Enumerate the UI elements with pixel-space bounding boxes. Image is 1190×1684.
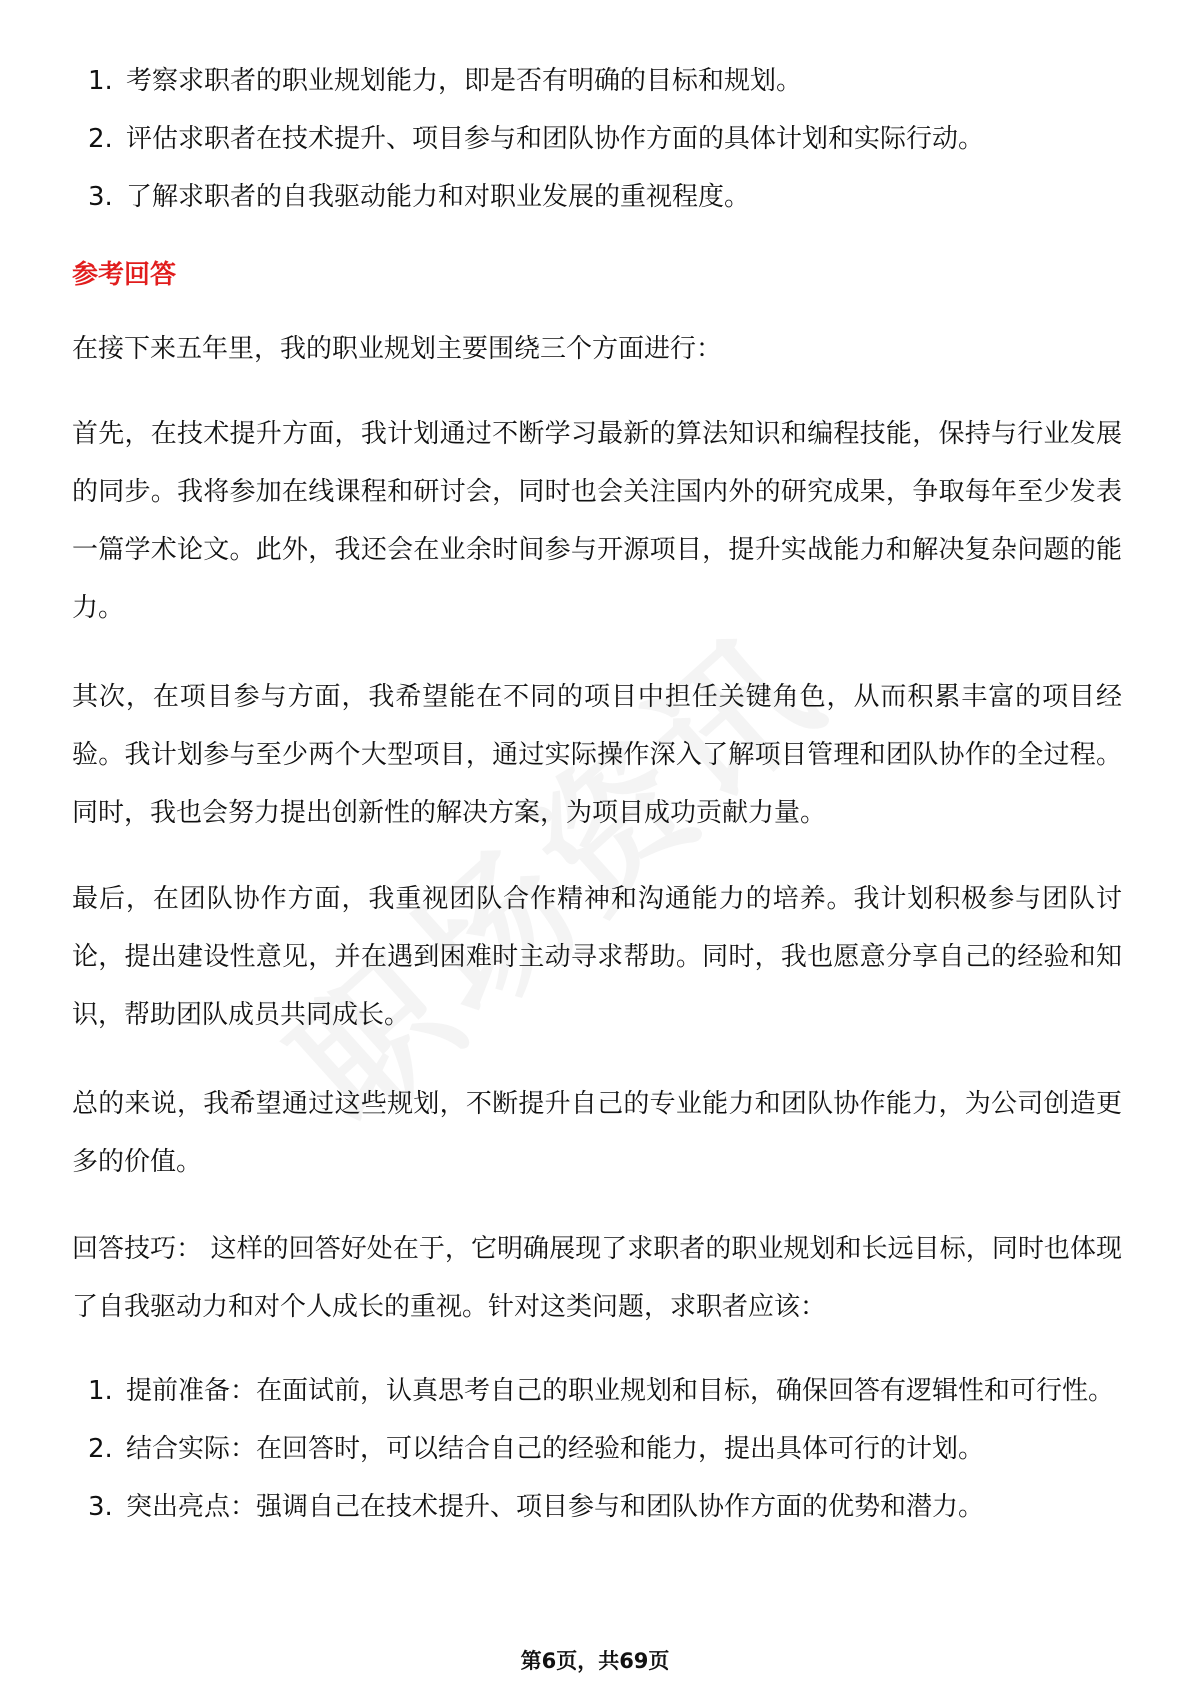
- list-text: 考察求职者的职业规划能力，即是否有明确的目标和规划。: [126, 66, 803, 96]
- list-text: 了解求职者的自我驱动能力和对职业发展的重视程度。: [126, 182, 751, 212]
- list-number: 3.: [88, 1492, 113, 1522]
- list-item: [72, 1478, 1122, 1536]
- list-number: 2.: [88, 1434, 113, 1464]
- list-number: 3.: [88, 182, 113, 212]
- list-item: [72, 1362, 1122, 1420]
- list-text: 评估求职者在技术提升、项目参与和团队协作方面的具体计划和实际行动。: [126, 124, 985, 154]
- list-text: 突出亮点：强调自己在技术提升、项目参与和团队协作方面的优势和潜力。: [126, 1492, 985, 1522]
- list-number: 1.: [88, 1376, 113, 1406]
- list-item: [72, 1420, 1122, 1478]
- section-heading: 参考回答: [72, 260, 177, 290]
- list-number: 2.: [88, 124, 113, 154]
- list-text: 提前准备：在面试前，认真思考自己的职业规划和目标，确保回答有逻辑性和可行性。: [126, 1376, 1115, 1406]
- page-number-footer: 第6页，共69页: [520, 1649, 670, 1673]
- tips-list: [72, 1362, 1122, 1536]
- list-item: [72, 110, 1122, 168]
- list-item: [72, 168, 1122, 226]
- list-text: 结合实际：在回答时，可以结合自己的经验和能力，提出具体可行的计划。: [126, 1434, 985, 1464]
- list-number: 1.: [88, 66, 113, 96]
- list-item: [72, 52, 1122, 110]
- paragraph-teamwork: 最后，在团队协作方面，我重视团队合作精神和沟通能力的培养。我计划积极参与团队讨论，提出建设性意见，并在遇到困难时主动寻求帮助。同时，我也愿意分享自己的经验和知识，帮助团队成员共同成长。: [72, 884, 1122, 1030]
- paragraph-technology: 首先，在技术提升方面，我计划通过不断学习最新的算法知识和编程技能，保持与行业发展的同步。我将参加在线课程和研讨会，同时也会关注国内外的研究成果，争取每年至少发表一篇学术论文。此外，我还会在业余时间参与开源项目，提升实战能力和解决复杂问题的能力。: [72, 419, 1122, 623]
- intro-paragraph: 在接下来五年里，我的职业规划主要围绕三个方面进行：: [72, 334, 723, 364]
- paragraph-answer-tips: 回答技巧： 这样的回答好处在于，它明确展现了求职者的职业规划和长远目标，同时也体现了自我驱动力和对个人成长的重视。针对这类问题，求职者应该：: [72, 1234, 1122, 1322]
- paragraph-projects: 其次，在项目参与方面，我希望能在不同的项目中担任关键角色，从而积累丰富的项目经验。我计划参与至少两个大型项目，通过实际操作深入了解项目管理和团队协作的全过程。同时，我也会努力提出创新性的解决方案，为项目成功贡献力量。: [72, 682, 1122, 828]
- evaluation-points-list: [72, 52, 1122, 226]
- paragraph-summary: 总的来说，我希望通过这些规划，不断提升自己的专业能力和团队协作能力，为公司创造更多的价值。: [72, 1089, 1122, 1177]
